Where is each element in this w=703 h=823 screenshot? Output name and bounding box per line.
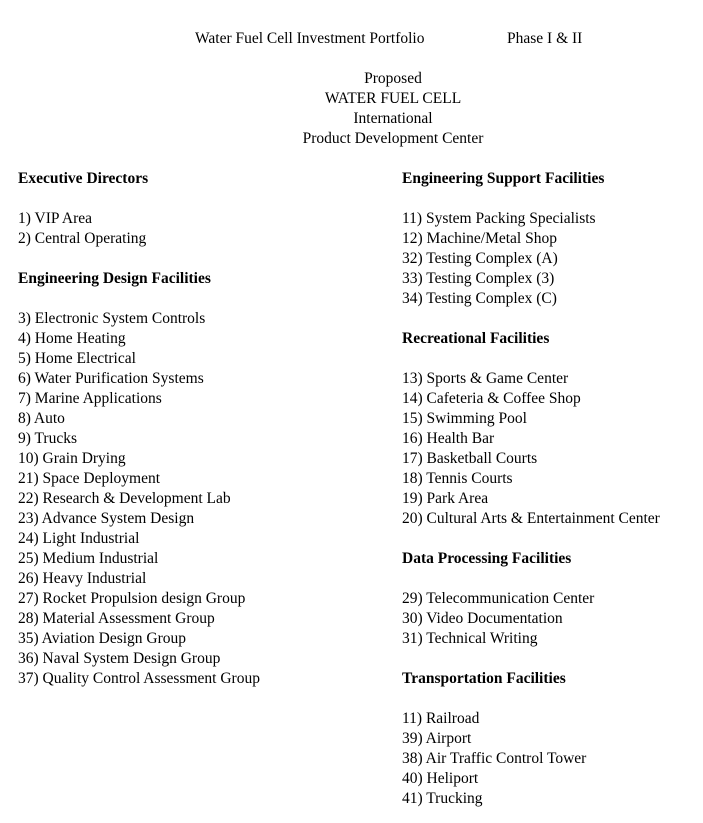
list-item: 5) Home Electrical xyxy=(18,350,136,367)
list-item: 12) Machine/Metal Shop xyxy=(402,230,557,247)
list-item: 21) Space Deployment xyxy=(18,470,161,487)
list-item: 2) Central Operating xyxy=(18,230,147,247)
list-item: 26) Heavy Industrial xyxy=(18,570,147,587)
list-item: 41) Trucking xyxy=(402,790,483,807)
list-item: 16) Health Bar xyxy=(402,430,495,447)
list-item: 7) Marine Applications xyxy=(18,390,162,407)
list-item: 6) Water Purification Systems xyxy=(18,370,204,387)
right-column xyxy=(402,169,702,809)
phase-label: Phase I & II xyxy=(507,30,583,47)
list-item: 24) Light Industrial xyxy=(18,530,140,547)
list-item: 38) Air Traffic Control Tower xyxy=(402,750,587,767)
list-item: 13) Sports & Game Center xyxy=(402,370,569,387)
list-item: 35) Aviation Design Group xyxy=(18,630,187,647)
list-item: 20) Cultural Arts & Entertainment Center xyxy=(402,510,660,527)
list-item: 28) Material Assessment Group xyxy=(18,610,215,627)
list-item: 23) Advance System Design xyxy=(18,510,195,527)
list-item: 29) Telecommunication Center xyxy=(402,590,595,607)
section-heading-executive-directors: Executive Directors xyxy=(18,170,149,187)
list-item: 19) Park Area xyxy=(402,490,489,507)
list-item: 36) Naval System Design Group xyxy=(18,650,221,667)
list-item: 25) Medium Industrial xyxy=(18,550,159,567)
list-item: 33) Testing Complex (3) xyxy=(402,270,555,287)
list-item: 40) Heliport xyxy=(402,770,479,787)
section-heading-data-processing: Data Processing Facilities xyxy=(402,550,572,567)
left-column xyxy=(18,169,378,689)
list-item: 34) Testing Complex (C) xyxy=(402,290,557,307)
list-item: 4) Home Heating xyxy=(18,330,126,347)
list-item: 17) Basketball Courts xyxy=(402,450,538,467)
list-item: 8) Auto xyxy=(18,410,65,427)
list-item: 14) Cafeteria & Coffee Shop xyxy=(402,390,581,407)
list-item: 32) Testing Complex (A) xyxy=(402,250,558,267)
list-item: 15) Swimming Pool xyxy=(402,410,527,427)
list-item: 10) Grain Drying xyxy=(18,450,126,467)
center-title-block xyxy=(0,69,703,149)
center-title-line-3: International xyxy=(353,110,433,127)
document-header xyxy=(0,30,703,50)
list-item: 18) Tennis Courts xyxy=(402,470,513,487)
center-title-line-2: WATER FUEL CELL xyxy=(324,90,462,107)
list-item: 39) Airport xyxy=(402,730,472,747)
center-title-line-4: Product Development Center xyxy=(302,130,484,147)
list-item: 1) VIP Area xyxy=(18,210,93,227)
section-heading-engineering-design: Engineering Design Facilities xyxy=(18,270,211,287)
list-item: 9) Trucks xyxy=(18,430,78,447)
list-item: 37) Quality Control Assessment Group xyxy=(18,670,260,687)
section-heading-recreational: Recreational Facilities xyxy=(402,330,550,347)
list-item: 27) Rocket Propulsion design Group xyxy=(18,590,246,607)
list-item: 11) Railroad xyxy=(402,710,480,727)
list-item: 30) Video Documentation xyxy=(402,610,563,627)
list-item: 31) Technical Writing xyxy=(402,630,538,647)
document-title: Water Fuel Cell Investment Portfolio xyxy=(195,30,425,47)
center-title-line-1: Proposed xyxy=(364,70,422,87)
list-item: 11) System Packing Specialists xyxy=(402,210,596,227)
section-heading-engineering-support: Engineering Support Facilities xyxy=(402,170,605,187)
section-heading-transportation: Transportation Facilities xyxy=(402,670,566,687)
list-item: 22) Research & Development Lab xyxy=(18,490,231,507)
list-item: 3) Electronic System Controls xyxy=(18,310,206,327)
